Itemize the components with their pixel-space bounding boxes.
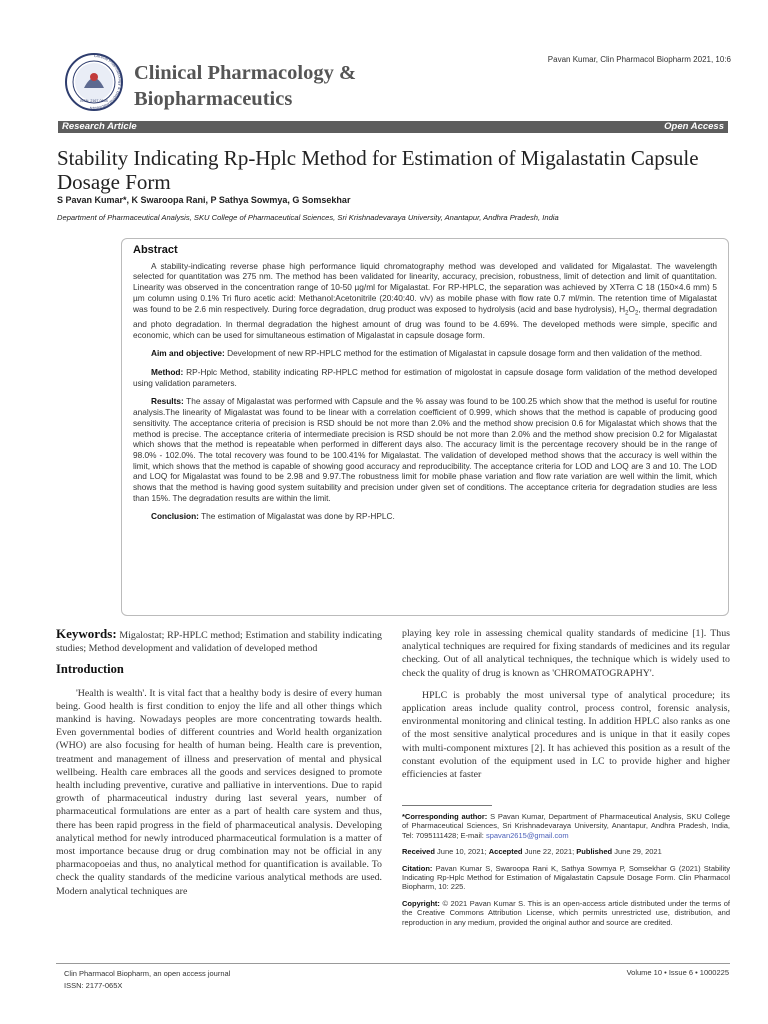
footer-volume: Volume 10 • Issue 6 • 1000225 [626,968,729,977]
introduction-heading: Introduction [56,662,124,677]
article-notes [402,805,730,934]
journal-name [134,60,356,112]
keywords-text: Migalostat; RP-HPLC method; Estimation and stability indicating studies; Method development and validation of developed method [56,630,382,655]
footer-journal-info [64,968,230,992]
abstract-summary: A stability-indicating reverse phase high performance liquid chromatography method was developed and validated for Migalastat. The wavelength selected for quantitation was 275 nm. The method has been validated for linearity, accuracy, precision, robustness, limit of detection and limit of quantitation. Linearity was observed in the concentration range of 10-50 µg/ml for Migalastat. For RP-HPLC, the separation was achieved by XTerra C 18 (150×4.6 mm) 5 µm column using 0.1% Tri fluro acetic acid: Methanol:Acetonitrile (20:40:40. v/v) as mobile phase with flow rate 0.7 ml/min. The retention time of Migalastat was found to be 2.6 min respectively. During force degradation, drug product was exposed to hydrolysis (acid and base hydrolysis), $H_2O_2$, thermal degradation and photo degradation. In thermal degradation the highest amount of drug was found to be 4.69%. The developed methods were simple, specific and economic, which can be used for simultaneous estimation of Migalastat in capsule dosage form. [133,260,717,340]
open-access-label: Open Access [664,121,724,132]
abstract-box [121,238,729,616]
footer-issn: ISSN: 2177-065X [64,981,123,990]
article-type-bar [58,121,728,133]
article-dates: Received June 10, 2021; Accepted June 22, 2021; Published June 29, 2021 [402,847,662,857]
author-affiliation: Department of Pharmaceutical Analysis, SKU College of Pharmaceutical Sciences, Sri Krishnadevaraya University, Anantapur, Andhra Pradesh, India [57,213,559,222]
keywords-label: Keywords: [56,626,117,641]
article-title: Stability Indicating Rp-Hplc Method for Estimation of Migalastatin Capsule Dosage Form [57,146,699,194]
svg-text:Clinical Pharmacology & Biopha: Clinical Pharmacology & Biopharmaceutics [89,52,123,112]
abstract-results: Results: The assay of Migalastat was performed with Capsule and the % assay was found to be 100.25 which show that the method is useful for routine analysis.The linearity of Migalastat was found to be linear with a correlation coefficient of 0.999, which shows that the method is capable of producing good sensitivity. The acceptance criteria of precision is RSD should be not more than 2.0% and the method show precision 0.6 for Migalastat which shows that the method is precise. The acceptance criteria of intermediate precision is RSD should be not more than 2.0% and the method show precision 0.2 for Migalastat which shows that the method is repeatable when performed in different days also. The accuracy limit is the percentage recovery should be in the range of 98.0% - 102.0%. The total recovery was found to be 100.41% for Migalastat. The validation of developed method shows that the accuracy is well within the limit, which shows that the method is capable of showing good accuracy and reproducibility. The acceptance criteria for LOD and LOQ are 3 and 10. The LOD and LOQ for Migalastat was found to be 2.98 and 9.97.The robustness limit for mobile phase variation and flow rate variation are well within the limit, which shows that the method is having good system suitability and precision under given set of conditions. The acceptance criteria for degradation studies are less than 15%. The degradation results are within the limit. [133,396,717,503]
body-paragraph-2: HPLC is probably the most universal type of analytical procedure; its application areas include quality control, process control, forensic analysis, environmental monitoring and clinical testing. In addition HPLC also ranks as one of the most sensitive analytical procedures and is unique in that it easily copes with multi-component mixtures [2]. It has achieved this position as a result of the constant evolution of the equipment used in LC to provide higher and higher efficiencies at faster [402,689,730,781]
notes-divider [402,805,492,806]
journal-name-line2: Biopharmaceutics [134,88,293,110]
running-header-citation: Pavan Kumar, Clin Pharmacol Biopharm 2021, 10:6 [547,55,731,64]
abstract-heading: Abstract [133,244,178,256]
footer-divider [56,963,730,964]
author-email-link[interactable]: spavan2615@gmail.com [485,830,569,840]
abstract-aim: Aim and objective: Development of new RP-HPLC method for the estimation of Migalastat in capsule dosage form and then validation of the method. [151,348,703,359]
abstract-conclusion: Conclusion: The estimation of Migalastat was done by RP-HPLC. [151,511,395,522]
body-column-left [56,627,382,898]
article-type-label: Research Article [62,121,137,132]
footer-journal: Clin Pharmacol Biopharm, an open access journal [64,969,231,978]
abstract-method: Method: RP-Hplc Method, stability indicating RP-HPLC method for estimation of migolostat in capsule dosage form validation of the method developed using validation parameters. [133,366,717,388]
body-paragraph-1: playing key role in assessing chemical quality standards of medicine [1]. Thus analytical techniques are required for fixing standards of medicines and its regular checking. Out of all analytical techniques, the technique which is widely used to check the quality of drug is known as 'CHROMATOGRAPHY'. [402,628,730,679]
introduction-paragraph: 'Health is wealth'. It is vital fact that a healthy body is desire of every human being. Good health is first condition to enjoy the life and all other things which mankind is having. Nowadays peoples are more concentrating towards health. Even governmental bodies of different countries and World health organization (WHO) are also focusing for health of human being. Health care is prevention, treatment and management of illness and preservation of mental and physical wellbeing. Health care embraces all the goods and services designed to promote health including preventive, curative and palliative in interventions. Due to rapid growth of pharmaceutical industry during last several years, number of pharmaceutical formulations are enter as a part of health care system and thus, there has been rapid progress in the field of pharmaceutical analysis. Developing analytical method for newly introduced pharmaceutical formulation is a matter of most importance because drug or drug combination may not be official in any pharmacopoeias and thus, no analytical method for quantification is available. To check the quality standards of the medicine various analytical methods are used. Modern analytical techniques are [56,687,382,897]
author-list: S Pavan Kumar*, K Swaroopa Rani, P Sathya Sowmya, G Somsekhar [57,195,351,205]
keywords [56,627,382,655]
svg-text:ISSN: 2167-065X: ISSN: 2167-065X [80,99,108,103]
article-citation: Citation: Pavan Kumar S, Swaroopa Rani K, Sathya Sowmya P, Somsekhar G (2021) Stability Indicating Rp-Hplc Method for Estimation of Migalastatin Capsule Dosage Form. Clin Pharmacol Biopharm, 10: 225. [402,863,730,892]
body-column-right [402,627,730,790]
article-copyright: Copyright: © 2021 Pavan Kumar S. This is an open-access article distributed under the terms of the Creative Commons Attribution License, which permits unrestricted use, distribution, and reproduction in any medium, provided the original author and source are credited. [402,898,730,927]
journal-logo-icon [64,52,124,112]
corresponding-author: *Corresponding author: S Pavan Kumar, Department of Pharmaceutical Analysis, SKU College of Pharmaceutical Sciences, Sri Krishnadevaraya University, Anantapur, Andhra Pradesh, India, Tel: 7095111428; E-mail: spavan2615@gmail.com [402,812,730,840]
journal-name-line1: Clinical Pharmacology & [134,62,357,84]
